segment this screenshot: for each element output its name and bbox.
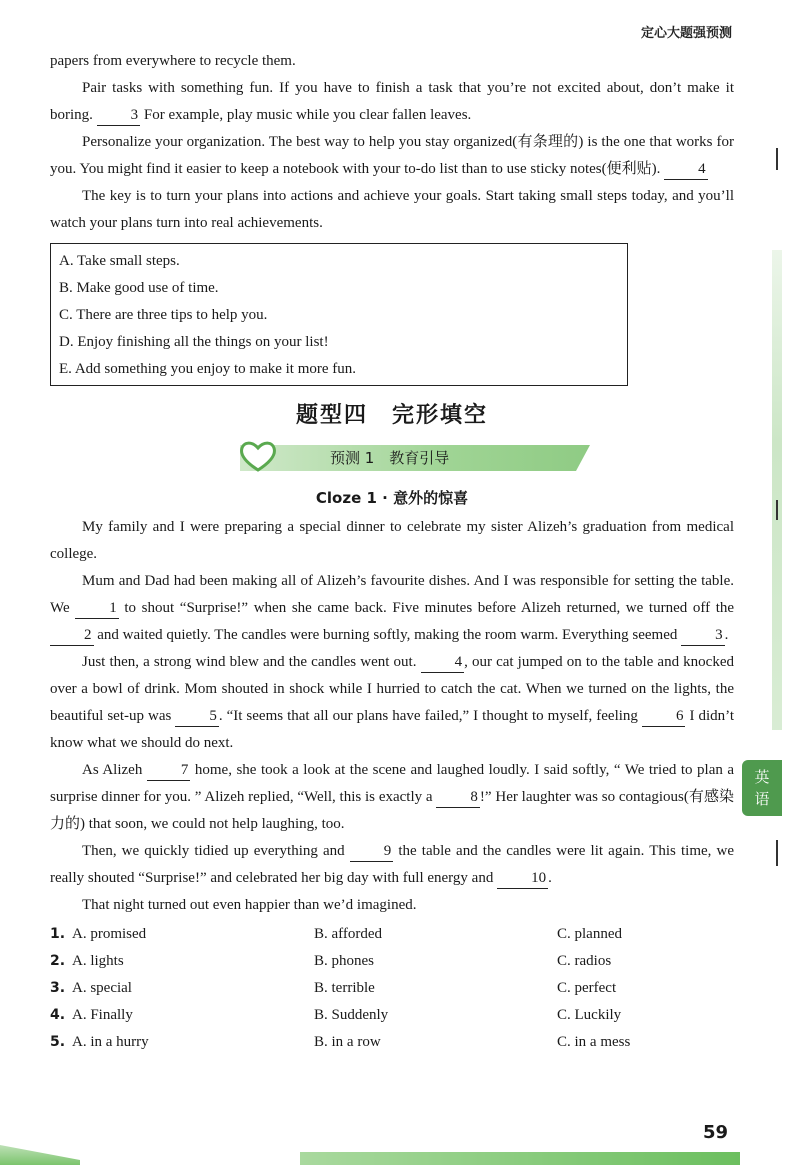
- subject-tab: [742, 760, 782, 816]
- banner: [50, 439, 734, 479]
- paragraph: The key is to turn your plans into actions and achieve your goals. Start taking small steps today, and you’ll watch your plans turn into real achievements.: [50, 188, 734, 231]
- paragraph: That night turned out even happier than we’d imagined.: [82, 897, 417, 913]
- text: home, she took a look at the scene and laughed loudly. I said softly, “ We tried to plan a surprise dinner for you. ” Alizeh replied, “Well, this is exactly a: [50, 762, 735, 805]
- text: , our cat jumped on to the table and knocked over a bowl of drink. Mom shouted in shock while I hurried to catch the cat. When we turned on the lights, the beautiful set-up was: [50, 654, 734, 724]
- side-decoration: [772, 250, 782, 730]
- paragraph: [50, 649, 734, 757]
- page-content: [50, 48, 734, 1056]
- text: As Alizeh: [82, 762, 143, 778]
- choice-a[interactable]: A. special: [72, 980, 132, 996]
- paragraph: [50, 838, 734, 892]
- heart-icon: [238, 439, 278, 473]
- paragraph: [50, 129, 734, 183]
- choice-a[interactable]: A. in a hurry: [72, 1034, 149, 1050]
- text: !” Her laughter was so contagious(有感染力的) that soon, we could not help laughing, too.: [50, 789, 735, 832]
- option-item: D. Enjoy finishing all the things on your list!: [59, 334, 329, 350]
- options-box: [50, 243, 628, 386]
- question-list: [50, 921, 734, 1056]
- answer-blank[interactable]: 4: [421, 652, 465, 673]
- answer-blank[interactable]: 2: [50, 625, 94, 646]
- answer-blank[interactable]: 4: [664, 159, 708, 180]
- paragraph: [50, 75, 734, 129]
- option-item: B. Make good use of time.: [59, 280, 219, 296]
- choice-b[interactable]: B. Suddenly: [314, 1007, 389, 1023]
- question-number: 1.: [50, 926, 66, 942]
- text: Just then, a strong wind blew and the candles went out.: [82, 654, 417, 670]
- choice-b[interactable]: B. phones: [314, 953, 374, 969]
- cloze-title: Cloze 1 · 意外的惊喜: [315, 489, 469, 507]
- question-row: [50, 1002, 734, 1029]
- subject-tab-label: 英语: [754, 768, 770, 808]
- question-row: [50, 1029, 734, 1056]
- answer-blank[interactable]: 10: [497, 868, 548, 889]
- paragraph: [50, 568, 734, 649]
- text: Mum and Dad had been making all of Alizeh’s favourite dishes. And I was responsible for setting the table. We: [50, 573, 734, 616]
- choice-a[interactable]: A. promised: [72, 926, 147, 942]
- running-header: 定心大题强预测: [640, 26, 732, 41]
- option-item: A. Take small steps.: [59, 253, 180, 269]
- text: I didn’t know what we should do next.: [50, 708, 735, 751]
- paragraph: papers from everywhere to recycle them.: [50, 53, 296, 69]
- answer-blank[interactable]: 3: [97, 105, 141, 126]
- answer-blank[interactable]: 8: [436, 787, 480, 808]
- choice-b[interactable]: B. afforded: [314, 926, 383, 942]
- paragraph: My family and I were preparing a special dinner to celebrate my sister Alizeh’s graduation from medical college.: [50, 519, 734, 562]
- side-mark: [776, 500, 778, 520]
- answer-blank[interactable]: 5: [175, 706, 219, 727]
- choice-c[interactable]: C. planned: [557, 926, 622, 942]
- section-title: 题型四 完形填空: [295, 403, 488, 428]
- choice-a[interactable]: A. lights: [72, 953, 124, 969]
- corner-decoration: [0, 1140, 80, 1165]
- text: . “It seems that all our plans have failed,” I thought to myself, feeling: [218, 708, 638, 724]
- answer-blank[interactable]: 1: [75, 598, 119, 619]
- side-mark: [776, 148, 778, 170]
- answer-blank[interactable]: 6: [642, 706, 686, 727]
- choice-c[interactable]: C. radios: [557, 953, 612, 969]
- text: .: [548, 870, 552, 886]
- question-number: 5.: [50, 1034, 66, 1050]
- paragraph: [50, 757, 734, 838]
- question-number: 4.: [50, 1007, 66, 1023]
- question-number: 3.: [50, 980, 66, 996]
- text: Pair tasks with something fun. If you have to finish a task that you’re not excited about, don’t make it boring.: [50, 80, 734, 123]
- question-row: [50, 975, 734, 1002]
- option-item: C. There are three tips to help you.: [59, 307, 268, 323]
- text: Personalize your organization. The best way to help you stay organized(有条理的) is the one that works for you. You might find it easier to keep a notebook with your to-do list than to use sticky notes(便利贴).: [50, 134, 734, 177]
- question-row: [50, 948, 734, 975]
- choice-b[interactable]: B. in a row: [314, 1034, 381, 1050]
- text: Then, we quickly tidied up everything and: [82, 843, 345, 859]
- text: to shout “Surprise!” when she came back. Five minutes before Alizeh returned, we turned off the: [124, 600, 735, 616]
- text: .: [724, 627, 729, 643]
- answer-blank[interactable]: 7: [147, 760, 191, 781]
- choice-b[interactable]: B. terrible: [314, 980, 375, 996]
- text: and waited quietly. The candles were burning softly, making the room warm. Everything seemed: [97, 627, 678, 643]
- page-number: 59: [702, 1122, 728, 1143]
- choice-a[interactable]: A. Finally: [72, 1007, 133, 1023]
- choice-c[interactable]: C. Luckily: [557, 1007, 622, 1023]
- choice-c[interactable]: C. in a mess: [557, 1034, 631, 1050]
- answer-blank[interactable]: 3: [681, 625, 725, 646]
- footer-bar: [300, 1152, 740, 1165]
- question-row: [50, 921, 734, 948]
- choice-c[interactable]: C. perfect: [557, 980, 617, 996]
- side-mark: [776, 840, 778, 866]
- text: For example, play music while you clear fallen leaves.: [143, 107, 472, 123]
- option-item: E. Add something you enjoy to make it more fun.: [59, 361, 357, 377]
- banner-label: 预测 1 教育引导: [330, 449, 450, 467]
- answer-blank[interactable]: 9: [350, 841, 394, 862]
- text: the table and the candles were lit again. This time, we really shouted “Surprise!” and celebrated her big day with full energy and: [50, 843, 734, 886]
- question-number: 2.: [50, 953, 66, 969]
